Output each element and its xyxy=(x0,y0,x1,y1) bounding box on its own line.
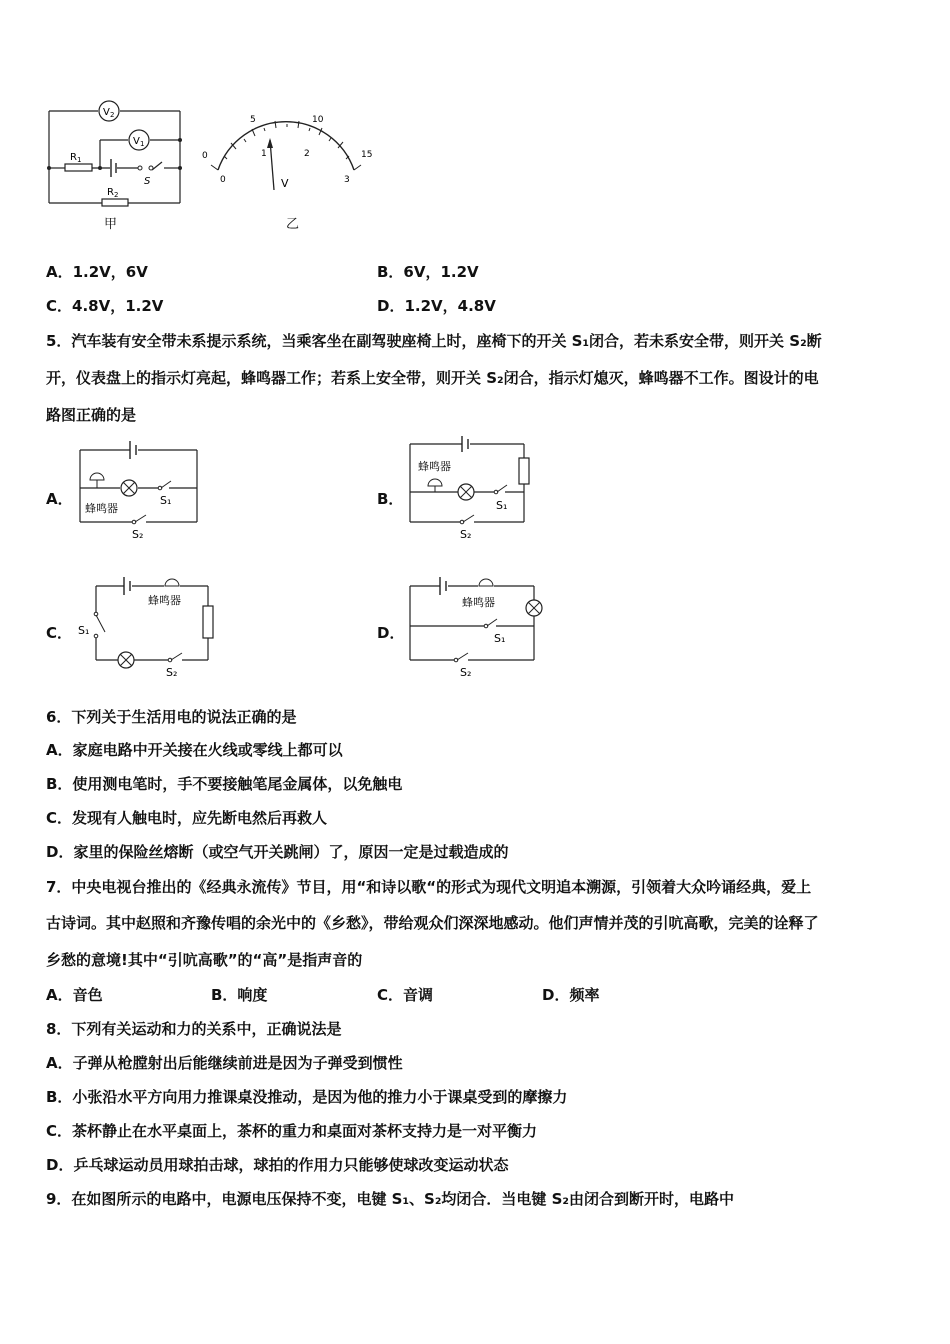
q4-option-d: D．1.2V，4.8V xyxy=(377,297,496,315)
svg-text:1: 1 xyxy=(77,156,82,164)
dial-top-5: 5 xyxy=(250,115,256,125)
q8-option-c: C．茶杯静止在水平桌面上，茶杯的重力和桌面对茶杯支持力是一对平衡力 xyxy=(46,1122,538,1140)
svg-text:R: R xyxy=(70,152,77,163)
svg-text:S: S xyxy=(144,176,151,187)
q9-stem: 9．在如图所示的电路中，电源电压保持不变，电键 S₁、S₂均闭合．当电键 S₂由闭合到断开时，电路中 xyxy=(46,1190,735,1208)
q5a-s2: S₂ xyxy=(132,528,144,541)
dial-bottom-0: 0 xyxy=(220,175,226,185)
q5-circuit-c xyxy=(72,568,217,683)
q5-option-c-key: C． xyxy=(46,624,73,642)
q5c-buzzer: 蜂鸣器 xyxy=(148,594,181,607)
q5-option-a-key: A． xyxy=(46,490,73,508)
q5c-s2: S₂ xyxy=(166,666,178,679)
svg-text:2: 2 xyxy=(110,111,115,119)
q5d-buzzer: 蜂鸣器 xyxy=(462,596,495,609)
resistor-r2-icon xyxy=(102,199,128,206)
q6-option-b: B．使用测电笔时，手不要接触笔尾金属体，以免触电 xyxy=(46,775,403,793)
q5a-s1: S₁ xyxy=(160,494,172,507)
q5c-s1: S₁ xyxy=(78,624,90,637)
svg-text:1: 1 xyxy=(140,140,145,148)
q5-circuit-b xyxy=(402,436,547,546)
q7-stem-line-1: 7．中央电视台推出的《经典永流传》节目，用“和诗以歌“的形式为现代文明追本溯源，引领着大众吟诵经典，爱上 xyxy=(46,878,812,896)
figure-yi-voltmeter-dial xyxy=(198,108,378,198)
q5-circuit-a xyxy=(72,436,207,546)
v1-label: V xyxy=(133,136,140,147)
figure-jia-label: 甲 xyxy=(104,217,118,232)
q7-option-b: B．响度 xyxy=(211,986,268,1004)
q5-option-b-key: B． xyxy=(377,490,404,508)
q5-option-d-key: D． xyxy=(377,624,405,642)
q5b-buzzer: 蜂鸣器 xyxy=(418,460,451,473)
q5a-buzzer: 蜂鸣器 xyxy=(85,502,118,515)
v2-label: V xyxy=(103,107,110,118)
q4-option-b: B．6V，1.2V xyxy=(377,263,479,281)
dial-top-15: 15 xyxy=(361,150,373,160)
q5-circuit-d xyxy=(402,568,552,683)
q6-option-a: A．家庭电路中开关接在火线或零线上都可以 xyxy=(46,741,343,759)
battery-icon xyxy=(111,159,116,177)
dial-top-0: 0 xyxy=(202,151,208,161)
q8-option-b: B．小张沿水平方向用力推课桌没推动，是因为他的推力小于课桌受到的摩擦力 xyxy=(46,1088,568,1106)
q5-stem-line-1: 5．汽车装有安全带未系提示系统，当乘客坐在副驾驶座椅上时，座椅下的开关 S₁闭合，若未系安全带，则开关 S₂断 xyxy=(46,332,822,350)
q7-option-a: A．音色 xyxy=(46,986,103,1004)
dial-unit: V xyxy=(281,177,289,190)
dial-bottom-1: 1 xyxy=(261,149,267,159)
svg-text:2: 2 xyxy=(114,191,119,199)
q5b-s1: S₁ xyxy=(496,499,508,512)
dial-bottom-2: 2 xyxy=(304,149,310,159)
q5d-s1: S₁ xyxy=(494,632,506,645)
q4-option-a: A．1.2V，6V xyxy=(46,263,148,281)
q8-option-d: D．乒乓球运动员用球拍击球，球拍的作用力只能够使球改变运动状态 xyxy=(46,1156,509,1174)
dial-top-10: 10 xyxy=(312,115,324,125)
resistor-r1-icon xyxy=(65,164,92,171)
q8-option-a: A．子弹从枪膛射出后能继续前进是因为子弹受到惯性 xyxy=(46,1054,403,1072)
svg-text:R: R xyxy=(107,187,114,198)
q5-stem-line-3: 路图正确的是 xyxy=(46,406,137,424)
q5b-s2: S₂ xyxy=(460,528,472,541)
q7-stem-line-2: 古诗词。其中赵照和齐豫传唱的余光中的《乡愁》，带给观众们深深地感动。他们声情并茂的引吭高歌，完美的诠释了 xyxy=(46,914,819,932)
q7-stem-line-3: 乡愁的意境!其中“引吭高歌”的“高”是指声音的 xyxy=(46,951,363,969)
q6-option-d: D．家里的保险丝熔断（或空气开关跳闸）了，原因一定是过载造成的 xyxy=(46,843,509,861)
q7-option-c: C．音调 xyxy=(377,986,434,1004)
q5d-s2: S₂ xyxy=(460,666,472,679)
q4-option-c: C．4.8V，1.2V xyxy=(46,297,164,315)
q7-option-d: D．频率 xyxy=(542,986,600,1004)
q6-option-c: C．发现有人触电时，应先断电然后再救人 xyxy=(46,809,328,827)
dial-bottom-3: 3 xyxy=(344,175,350,185)
figure-yi-label: 乙 xyxy=(286,217,300,232)
q5-stem-line-2: 开，仪表盘上的指示灯亮起，蜂鸣器工作；若系上安全带，则开关 S₂闭合，指示灯熄灭，蜂鸣器不工作。图设计的电 xyxy=(46,369,819,387)
q6-stem: 6．下列关于生活用电的说法正确的是 xyxy=(46,708,297,726)
q8-stem: 8．下列有关运动和力的关系中，正确说法是 xyxy=(46,1020,342,1038)
